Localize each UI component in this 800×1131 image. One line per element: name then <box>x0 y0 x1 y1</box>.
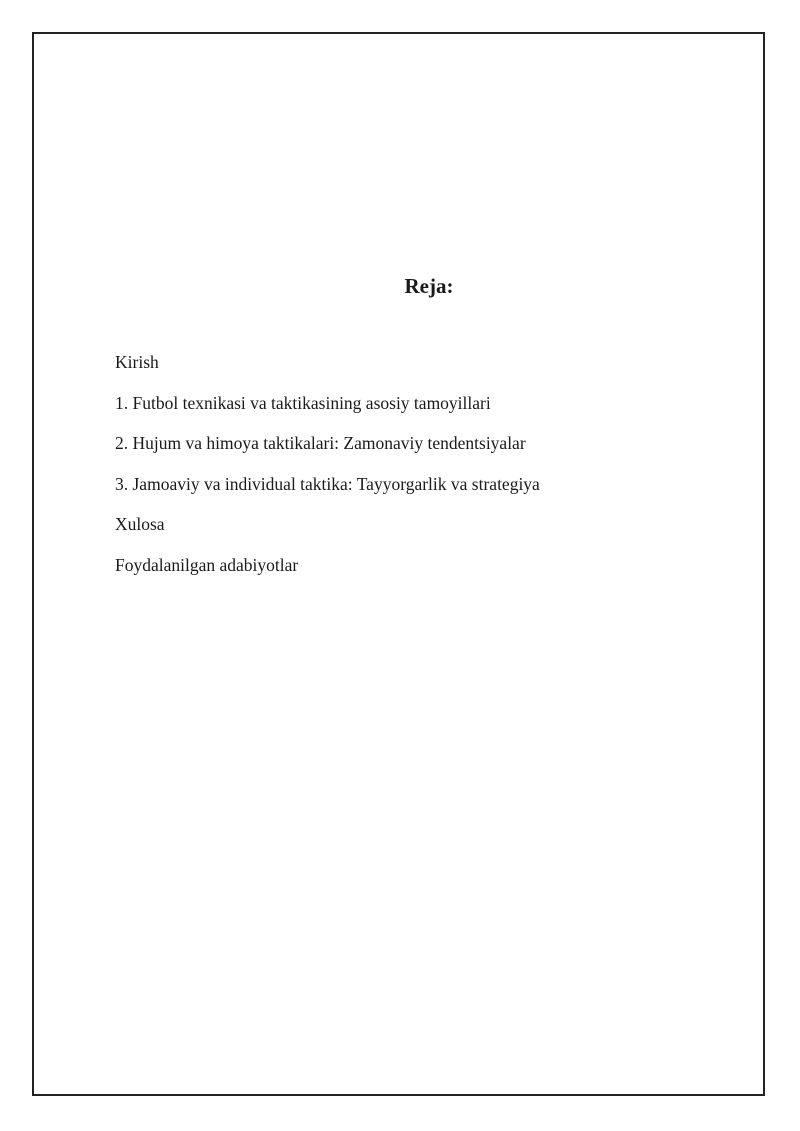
toc-item-introduction: Kirish <box>115 352 159 372</box>
toc-item-chapter-3: 3. Jamoaviy va individual taktika: Tayyorgarlik va strategiya <box>115 473 540 494</box>
toc-item-conclusion: Xulosa <box>115 514 165 534</box>
toc-item-references: Foydalanilgan adabiyotlar <box>115 554 299 575</box>
toc-item-chapter-1: 1. Futbol texnikasi va taktikasining asosiy tamoyillari <box>115 392 491 413</box>
toc-item-chapter-2: 2. Hujum va himoya taktikalari: Zamonaviy tendentsiyalar <box>115 433 526 453</box>
page-title: Reja: <box>404 274 454 298</box>
table-of-contents <box>115 350 540 593</box>
